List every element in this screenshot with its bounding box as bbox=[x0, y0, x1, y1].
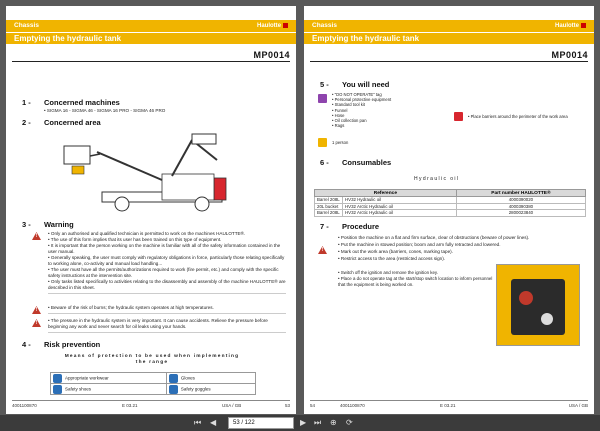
procedure-code: MP0014 bbox=[253, 50, 290, 60]
pressure-warning-icon: ! bbox=[32, 319, 41, 327]
rotate-icon[interactable]: ⟳ bbox=[346, 418, 353, 427]
brand-logo: Haulotte bbox=[242, 20, 288, 32]
left-page bbox=[6, 6, 296, 414]
table-row: Barrel 208L HV32 Arctic Hydraulic oil 2800023840 bbox=[315, 210, 586, 217]
section-7-heading: 7 - Procedure bbox=[320, 222, 380, 231]
section-6-heading: 6 - Consumables bbox=[320, 158, 392, 167]
need-list: • "DO NOT OPERATE" tag • Personal protective equipment • Standard tool kit • Funnel • Hose • Oil collection pan • Rags bbox=[332, 92, 392, 129]
section-4-heading: 4 - Risk prevention bbox=[22, 340, 101, 349]
protection-cell: Safety goggles bbox=[166, 384, 255, 395]
first-page-icon[interactable]: ⏮ bbox=[194, 418, 202, 427]
page-number-input[interactable]: 53 / 122 bbox=[228, 417, 294, 429]
barrier-icon bbox=[454, 112, 463, 121]
section-label: Chassis bbox=[14, 22, 39, 29]
section-label: Chassis bbox=[312, 22, 337, 29]
ignition-photo bbox=[496, 264, 580, 346]
protection-cell: Safety shoes bbox=[51, 384, 167, 395]
workwear-icon bbox=[53, 374, 62, 383]
safety-goggles-icon bbox=[169, 385, 178, 394]
brand-logo: Haulotte bbox=[540, 20, 586, 32]
section-5-heading: 5 - You will need bbox=[320, 80, 390, 89]
warning-pressure: ! • The pressure in the hydraulic system is very important. It can cause accidents. Relieve the pressure before beginning any work and never search for oil leaks using your hands. bbox=[32, 319, 287, 335]
section-2-heading: 2 - Concerned area bbox=[22, 118, 101, 127]
procedure-steps: • Position the machine on a flat and firm surface, clear of obstructions (beware of power lines). • Put the machine in stowed position; boom and arm fully retracted and lowered. • Mark out the work area (barriers, cones, marking tape). • Restrict access to the area (restricted access sign). bbox=[338, 235, 530, 261]
right-page bbox=[304, 6, 594, 414]
toolkit-icon bbox=[318, 94, 327, 103]
gloves-icon bbox=[169, 374, 178, 383]
next-page-icon[interactable]: ▶ bbox=[300, 418, 307, 427]
page-title: Emptying the hydraulic tank bbox=[14, 34, 122, 43]
protection-cell: Gloves bbox=[166, 373, 255, 384]
protection-table bbox=[50, 372, 256, 395]
prev-page-icon[interactable]: ◀ bbox=[210, 418, 217, 427]
table-row: Barrel 208L HV32 Hydraulic oil 4000390020 bbox=[315, 197, 586, 204]
person-icon bbox=[318, 138, 327, 147]
last-page-icon[interactable]: ⏭ bbox=[314, 418, 322, 427]
procedure-code: MP0014 bbox=[551, 50, 588, 60]
protection-cell: Appropriate workwear bbox=[51, 373, 167, 384]
section-3-heading: 3 - Warning bbox=[22, 220, 74, 229]
caution-icon: ! bbox=[318, 238, 327, 256]
consumables-table: Reference Part number HAULOTTE® Barrel 208L HV32 Hydraulic oil 4000390020 20L bucket HV32 Arctic Hydraulic oil 4000390380 Barrel 208L HV32 Arctic Hydraulic oil 2800023840 bbox=[314, 189, 586, 217]
viewer-toolbar bbox=[0, 415, 600, 431]
page-title: Emptying the hydraulic tank bbox=[312, 34, 420, 43]
machines-list: • SIGMA 16 - SIGMA 46 - SIGMA 16 PRO - SIGMA 46 PRO bbox=[44, 108, 166, 113]
warning-burns: ! • Beware of the risk of burns; the hydraulic system operates at high temperatures. bbox=[32, 306, 287, 316]
machine-illustration bbox=[42, 130, 262, 212]
burn-warning-icon: ! bbox=[32, 306, 41, 314]
warning-general: ! • Only an authorised and qualified technician is permitted to work on the machines HAULOTTE®. • The use of this form implies that its user has been trained on this type of equipment. • It is important that the person working on the machine is familiar with all of the safety information contained in the user manual. • Generally speaking, the user must comply with regulatory obligations in force, particularly those relating specifically to working alone, co-activity and manual load handling... • The user must have all the permits/authorizations required to work (fire permit, etc.) and comply with the specific safety instructions at the intervention site. • Only tasks listed specifically to activities relating to the disassembly and assembly of the machine HAULOTTE® are described in this sheet. bbox=[32, 232, 287, 296]
table-row: 20L bucket HV32 Arctic Hydraulic oil 4000390380 bbox=[315, 203, 586, 210]
warning-icon: ! bbox=[32, 232, 41, 240]
right-footer: 54 4001100870 E 03.21 USA / GB bbox=[310, 400, 588, 409]
section-1-heading: 1 - Concerned machines bbox=[22, 98, 120, 107]
means-title: Means of protection to be used when implementing the range bbox=[64, 354, 240, 365]
safety-shoes-icon bbox=[53, 385, 62, 394]
consumable-title: Hydraulic oil bbox=[414, 176, 460, 182]
zoom-icon[interactable]: ⊕ bbox=[330, 418, 337, 427]
procedure-steps-2: • Switch off the ignition and remove the ignition key. • Place a do not operate tag at the start/stop switch location to inform personnel that the equipment is being worked on. bbox=[338, 270, 493, 287]
left-footer: 4001100870 E 03.21 USA / GB 53 bbox=[12, 400, 290, 409]
person-count: 1 person bbox=[332, 140, 349, 145]
barrier-text: • Place barriers around the perimeter of the work area bbox=[468, 114, 568, 119]
